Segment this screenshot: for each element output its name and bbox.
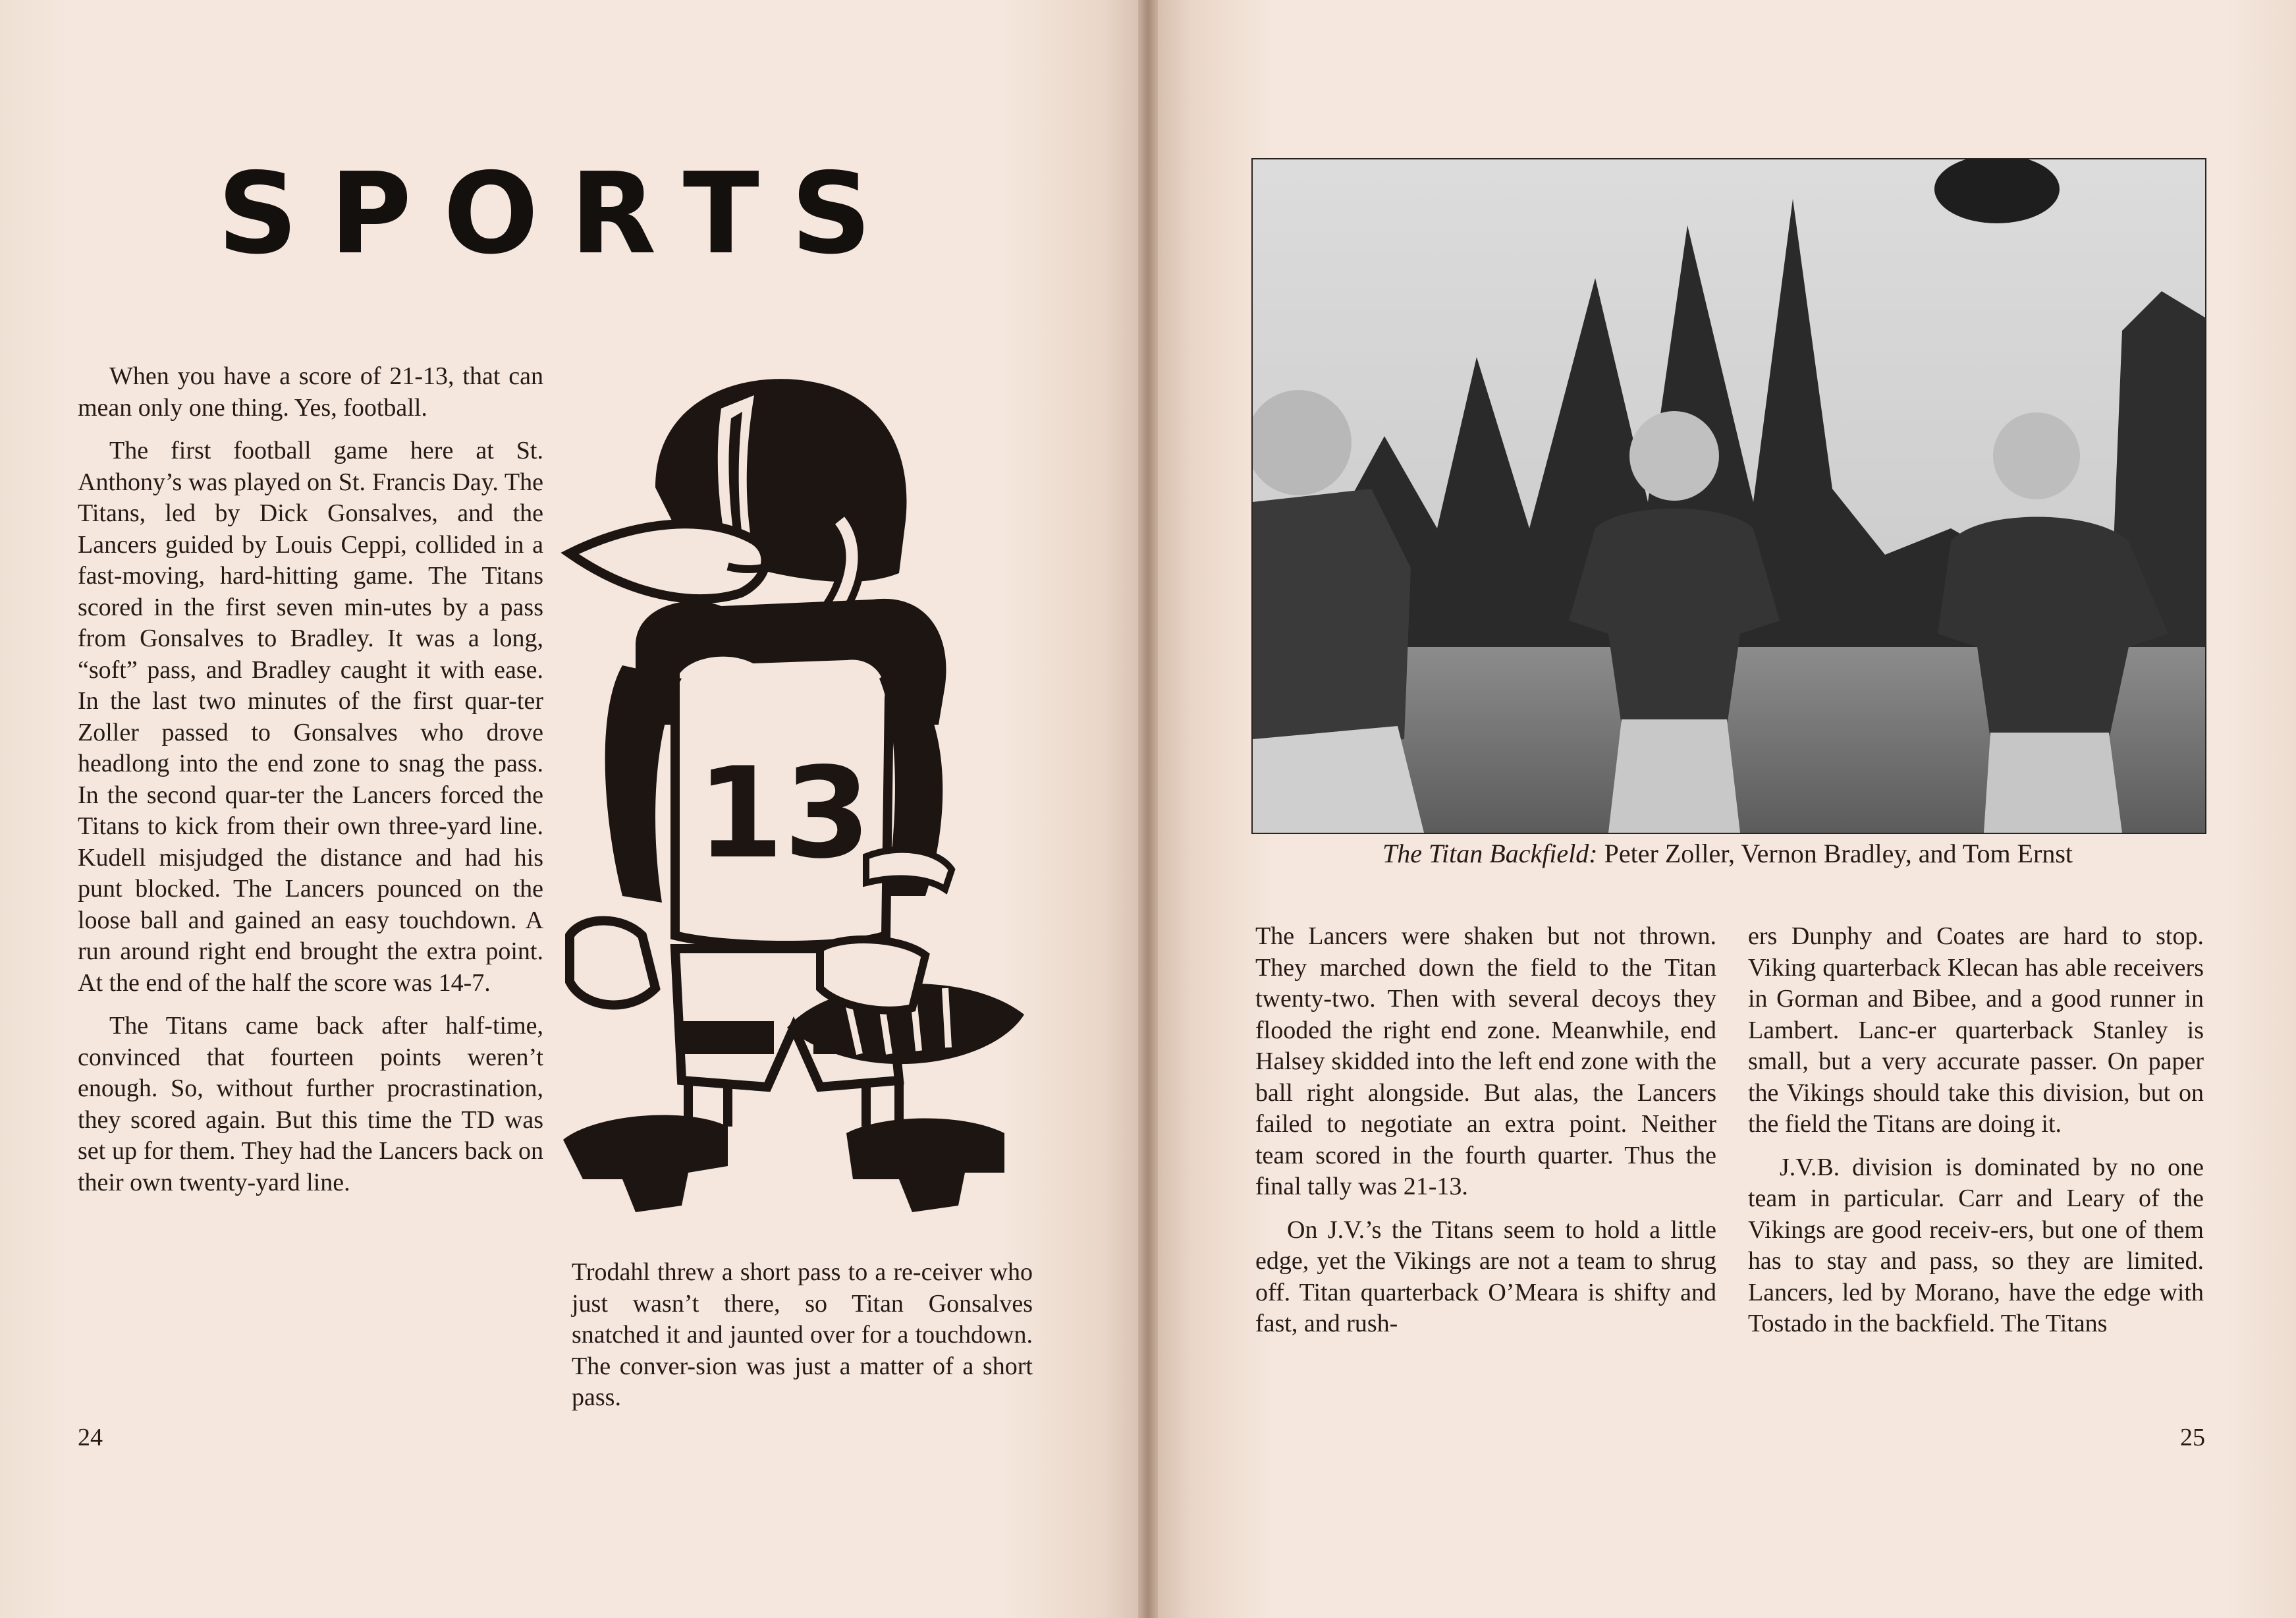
paragraph-jv: On J.V.’s the Titans seem to hold a little edge, yet the Vikings are not a team to shrug off. Titan quarterback O’Meara is shifty and fast, and rush- bbox=[1255, 1215, 1716, 1337]
paragraph-second-half: The Titans came back after half-time, convinced that fourteen points weren’t enough. So, without further procrastination, they scored again. But this time the TD was set up for them. They had the Lancers back on their own twenty-yard line. bbox=[78, 1012, 543, 1196]
page-number-right: 25 bbox=[2180, 1424, 2205, 1451]
paragraph-lancers: The Lancers were shaken but not thrown. They marched down the field to the Titan twenty-two. Then with several decoys they flooded the right end zone. Meanwhile, end Halsey skidded into the left end zone with the ball right alongside. But alas, the Lancers failed to negotiate an extra point. Neither team scored in the fourth quarter. Thus the final tally was 21-13. bbox=[1255, 922, 1716, 1200]
right-column-2 bbox=[1748, 921, 2204, 1352]
paragraph-jvb: J.V.B. division is dominated by no one team in particular. Carr and Leary of the Vikings are good receiv-ers, but one of them has to stay and pass, so they are limited. Lancers, led by Morano, have the edge with Tostado in the backfield. The Titans bbox=[1748, 1153, 2204, 1337]
paragraph-conversion: Trodahl threw a short pass to a re-ceiver who just wasn’t there, so Titan Gonsalves snatched it and jaunted over for a touchdown. The conver-sion was just a matter of a short pass. bbox=[572, 1258, 1033, 1411]
jersey-number: 13 bbox=[696, 740, 871, 886]
left-column-1 bbox=[78, 361, 543, 1210]
paragraph-intro: When you have a score of 21-13, that can mean only one thing. Yes, football. bbox=[78, 362, 543, 422]
paragraph-first-game: The first football game here at St. Anthony’s was played on St. Francis Day. The Titans, led by Dick Gonsalves, and the Lancers guided by Louis Ceppi, collided in a fast-moving, hard-hitting game. The Titans scored in the first seven min-utes by a pass from Gonsalves to Bradley. It was a long, “soft” pass, and Bradley caught it with ease. In the last two minutes of the first quar-ter Zoller passed to Gonsalves who drove headlong into the end zone to snag the pass. In the second quar-ter the Lancers forced the Titans to kick from their own three-yard line. Kudell misjudged the distance and had his punt blocked. The Lancers pounced on the loose ball and gained an easy touchdown. A run around right end brought the extra point. At the end of the half the score was 14-7. bbox=[78, 437, 543, 997]
caption-names: Peter Zoller, Vernon Bradley, and Tom Ernst bbox=[1597, 839, 2073, 868]
football-player-mascot-illustration bbox=[557, 356, 1037, 1239]
page-number-left: 24 bbox=[78, 1424, 103, 1451]
titan-backfield-photo bbox=[1251, 158, 2206, 834]
caption-lead: The Titan Backfield: bbox=[1382, 839, 1598, 868]
paragraph-vikings: ers Dunphy and Coates are hard to stop. Viking quarterback Klecan has able receivers in Gorman and Bibee, and a good runner in Lambert. Lanc-er quarterback Stanley is small, but a very accurate passer. On paper the Vikings should take this division, but on the field the Titans are doing it. bbox=[1748, 922, 2204, 1138]
page-title: SPORTS bbox=[217, 149, 904, 279]
book-gutter bbox=[1138, 0, 1158, 1618]
right-column-1 bbox=[1255, 921, 1716, 1352]
left-column-2 bbox=[572, 1257, 1033, 1426]
photo-caption bbox=[1251, 838, 2204, 869]
